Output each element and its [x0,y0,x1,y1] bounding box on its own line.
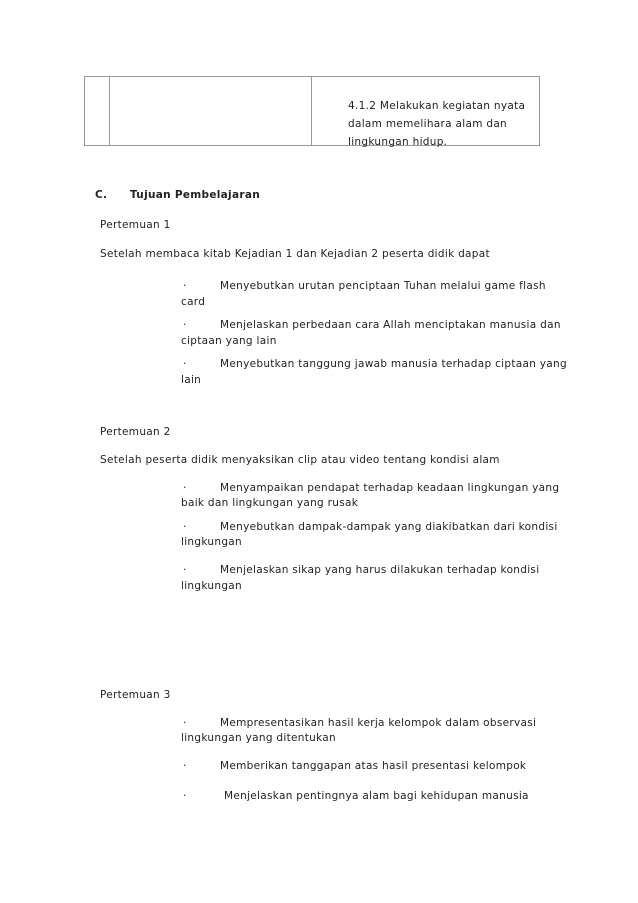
bullet-text: Menjelaskan perbedaan cara Allah menciptakan manusia dan [220,319,561,331]
bullet-text: Mempresentasikan hasil kerja kelompok dalam observasi [220,717,537,729]
bullet-text-continued: baik dan lingkungan yang rusak [181,497,359,509]
bullet-dot: · [183,482,187,494]
bullet-text-continued: lain [181,374,202,386]
table-divider [311,77,312,145]
bullet-text-continued: card [181,296,206,308]
bullet-text-continued: ciptaan yang lain [181,335,277,347]
table-cell-line: 4.1.2 Melakukan kegiatan nyata [348,100,526,112]
meeting-intro: Setelah peserta didik menyaksikan clip atau video tentang kondisi alam [100,454,500,466]
meeting-label: Pertemuan 3 [100,689,171,701]
section-title: Tujuan Pembelajaran [130,189,260,201]
bullet-dot: · [183,564,187,576]
bullet-text: Menjelaskan pentingnya alam bagi kehidupan manusia [224,790,529,802]
bullet-text-continued: lingkungan yang ditentukan [181,732,336,744]
meeting-intro: Setelah membaca kitab Kejadian 1 dan Kejadian 2 peserta didik dapat [100,248,490,260]
bullet-dot: · [183,790,187,802]
bullet-text-continued: lingkungan [181,536,242,548]
bullet-dot: · [183,521,187,533]
bullet-text-continued: lingkungan [181,580,242,592]
bullet-dot: · [183,717,187,729]
bullet-dot: · [183,358,187,370]
table-divider [109,77,110,145]
bullet-text: Menyebutkan tanggung jawab manusia terhadap ciptaan yang [220,358,567,370]
bullet-text: Menyampaikan pendapat terhadap keadaan lingkungan yang [220,482,560,494]
meeting-label: Pertemuan 2 [100,426,171,438]
meeting-label: Pertemuan 1 [100,219,171,231]
bullet-dot: · [183,280,187,292]
bullet-text: Menyebutkan urutan penciptaan Tuhan melalui game flash [220,280,546,292]
bullet-text: Memberikan tanggapan atas hasil presentasi kelompok [220,760,527,772]
bullet-dot: · [183,760,187,772]
bullet-dot: · [183,319,187,331]
table-cell-line: lingkungan hidup. [348,136,448,148]
bullet-text: Menjelaskan sikap yang harus dilakukan terhadap kondisi [220,564,540,576]
table-cell-line: dalam memelihara alam dan [348,118,508,130]
bullet-text: Menyebutkan dampak-dampak yang diakibatkan dari kondisi [220,521,558,533]
section-letter: C. [95,189,108,201]
